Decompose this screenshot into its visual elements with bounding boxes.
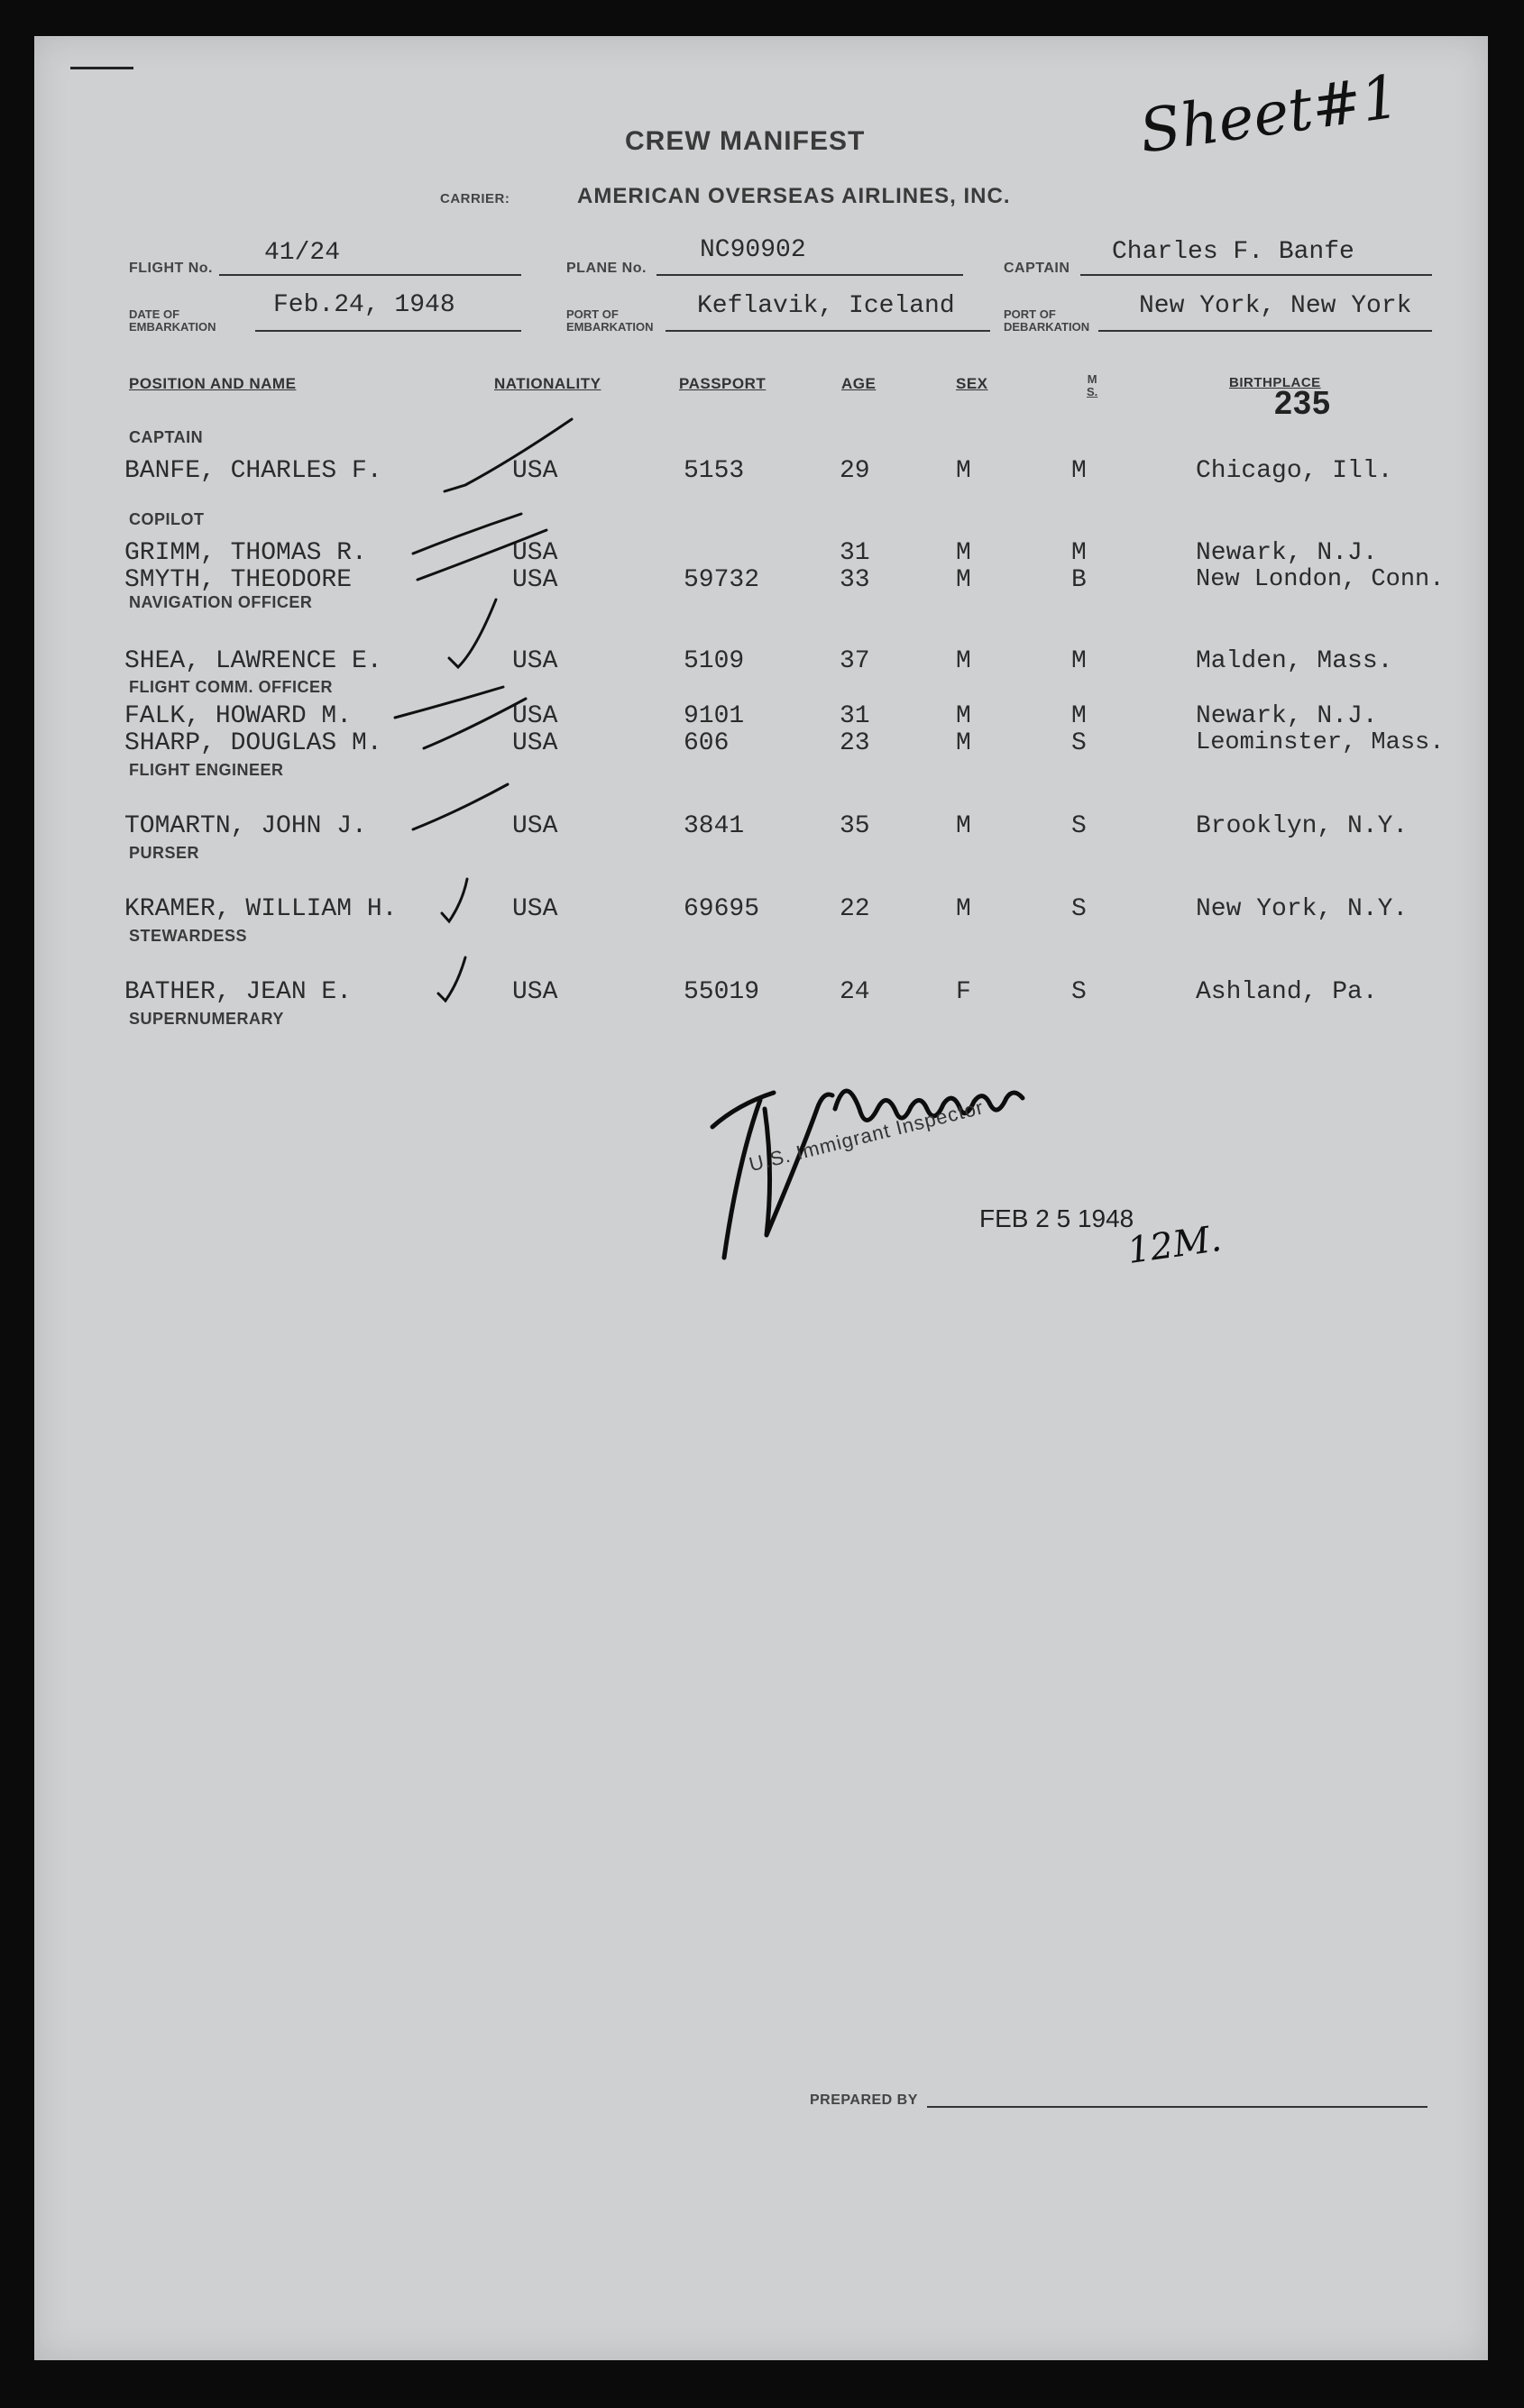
crew-birthplace: Newark, N.J. <box>1196 539 1378 567</box>
crew-nationality: USA <box>512 647 558 675</box>
crew-sex: M <box>956 566 971 594</box>
check-mark-icon <box>445 419 572 491</box>
captain-label: CAPTAIN <box>1004 261 1070 276</box>
crew-sex: M <box>956 539 971 567</box>
crew-age: 24 <box>840 978 870 1006</box>
crew-name: BATHER, JEAN E. <box>124 978 353 1006</box>
crew-name: BANFE, CHARLES F. <box>124 457 382 485</box>
crew-birthplace: Brooklyn, N.Y. <box>1196 812 1409 840</box>
prepared-by-line <box>927 2106 1428 2108</box>
crew-birthplace: Ashland, Pa. <box>1196 978 1378 1006</box>
crew-nationality: USA <box>512 539 558 567</box>
flight-label: FLIGHT No. <box>129 261 213 276</box>
sheet-note: Sheet#1 <box>1135 61 1404 167</box>
check-mark-icon <box>442 879 467 921</box>
crew-nationality: USA <box>512 895 558 923</box>
date-label: DATE OF EMBARKATION <box>129 307 216 334</box>
flight-number: 41/24 <box>264 239 341 267</box>
col-age: AGE <box>841 375 877 392</box>
prepared-by-label: PREPARED BY <box>810 2092 918 2108</box>
crew-name: SMYTH, THEODORE <box>124 566 353 594</box>
check-mark-icon <box>449 600 496 667</box>
crew-birthplace: Leominster, Mass. <box>1196 729 1445 756</box>
crew-age: 29 <box>840 457 870 485</box>
crew-age: 23 <box>840 729 870 757</box>
crew-sex: M <box>956 647 971 675</box>
crew-marital-status: M <box>1071 702 1087 730</box>
crew-nationality: USA <box>512 457 558 485</box>
port-emb-label: PORT OF EMBARKATION <box>566 307 654 334</box>
position-comm: FLIGHT COMM. OFFICER <box>129 678 333 696</box>
crew-name: SHEA, LAWRENCE E. <box>124 647 382 675</box>
crew-nationality: USA <box>512 729 558 757</box>
port-deb-label: PORT OF DEBARKATION <box>1004 307 1090 334</box>
col-sex: SEX <box>956 375 988 392</box>
position-purser: PURSER <box>129 844 200 862</box>
manifest-title: CREW MANIFEST <box>625 126 866 156</box>
crew-marital-status: M <box>1071 539 1087 567</box>
crew-marital-status: S <box>1071 895 1087 923</box>
crew-passport: 3841 <box>684 812 745 840</box>
inspector-stamp-text: U.S. Immigrant Inspector <box>747 1095 987 1177</box>
crew-marital-status: M <box>1071 457 1087 485</box>
page-number: 235 <box>1274 384 1332 421</box>
crew-marital-status: S <box>1071 978 1087 1006</box>
crew-nationality: USA <box>512 978 558 1006</box>
crew-sex: M <box>956 895 971 923</box>
crew-marital-status: B <box>1071 566 1087 594</box>
position-captain: CAPTAIN <box>129 428 204 446</box>
crew-age: 35 <box>840 812 870 840</box>
crew-name: KRAMER, WILLIAM H. <box>124 895 398 923</box>
plane-label: PLANE No. <box>566 261 647 276</box>
col-nationality: NATIONALITY <box>494 375 601 392</box>
crew-name: TOMARTN, JOHN J. <box>124 812 367 840</box>
crew-age: 31 <box>840 539 870 567</box>
crew-age: 37 <box>840 647 870 675</box>
position-stewardess: STEWARDESS <box>129 927 248 945</box>
check-mark-icon <box>413 784 508 829</box>
stamp-date: FEB 2 5 1948 <box>979 1204 1134 1232</box>
crew-passport: 55019 <box>684 978 760 1006</box>
port-of-embarkation: Keflavik, Iceland <box>697 292 955 320</box>
crew-sex: M <box>956 812 971 840</box>
crew-passport: 69695 <box>684 895 760 923</box>
crew-passport: 9101 <box>684 702 745 730</box>
crew-nationality: USA <box>512 566 558 594</box>
crew-birthplace: Newark, N.J. <box>1196 702 1378 730</box>
carrier-name: AMERICAN OVERSEAS AIRLINES, INC. <box>577 184 1011 208</box>
check-mark-icon <box>418 530 546 580</box>
check-marks <box>34 36 1488 1118</box>
col-passport: PASSPORT <box>679 375 767 392</box>
embarkation-date: Feb.24, 1948 <box>273 291 455 319</box>
carrier-label: CARRIER: <box>440 191 510 206</box>
crew-birthplace: New York, N.Y. <box>1196 895 1409 923</box>
crew-marital-status: M <box>1071 647 1087 675</box>
crew-sex: M <box>956 702 971 730</box>
crew-name: GRIMM, THOMAS R. <box>124 539 367 567</box>
check-mark-icon <box>395 687 503 718</box>
stamp-initials: 12M. <box>1125 1217 1225 1273</box>
crew-passport: 5153 <box>684 457 745 485</box>
crew-nationality: USA <box>512 702 558 730</box>
col-birthplace: BIRTHPLACE <box>1229 375 1321 390</box>
check-mark-icon <box>438 957 465 1001</box>
position-supernumerary: SUPERNUMERARY <box>129 1010 284 1028</box>
crew-birthplace: Chicago, Ill. <box>1196 457 1393 485</box>
captain-name: Charles F. Banfe <box>1112 238 1354 266</box>
crew-nationality: USA <box>512 812 558 840</box>
crew-marital-status: S <box>1071 812 1087 840</box>
crew-sex: M <box>956 729 971 757</box>
crew-name: SHARP, DOUGLAS M. <box>124 729 382 757</box>
col-position-name: POSITION AND NAME <box>129 375 297 392</box>
crew-sex: F <box>956 978 971 1006</box>
crew-age: 33 <box>840 566 870 594</box>
crew-passport: 59732 <box>684 566 760 594</box>
crew-birthplace: New London, Conn. <box>1196 566 1445 593</box>
manifest-sheet <box>34 36 1488 2360</box>
crew-age: 22 <box>840 895 870 923</box>
plane-number: NC90902 <box>700 236 806 264</box>
port-of-debarkation: New York, New York <box>1139 292 1412 320</box>
crew-passport: 5109 <box>684 647 745 675</box>
crew-marital-status: S <box>1071 729 1087 757</box>
inspector-signature <box>666 1055 1080 1271</box>
crew-passport: 606 <box>684 729 730 757</box>
crew-sex: M <box>956 457 971 485</box>
crew-birthplace: Malden, Mass. <box>1196 647 1393 675</box>
position-navigation: NAVIGATION OFFICER <box>129 593 313 611</box>
crew-age: 31 <box>840 702 870 730</box>
position-copilot: COPILOT <box>129 510 205 528</box>
crew-name: FALK, HOWARD M. <box>124 702 353 730</box>
col-marital-status: M S. <box>1087 372 1098 398</box>
position-engineer: FLIGHT ENGINEER <box>129 761 284 779</box>
